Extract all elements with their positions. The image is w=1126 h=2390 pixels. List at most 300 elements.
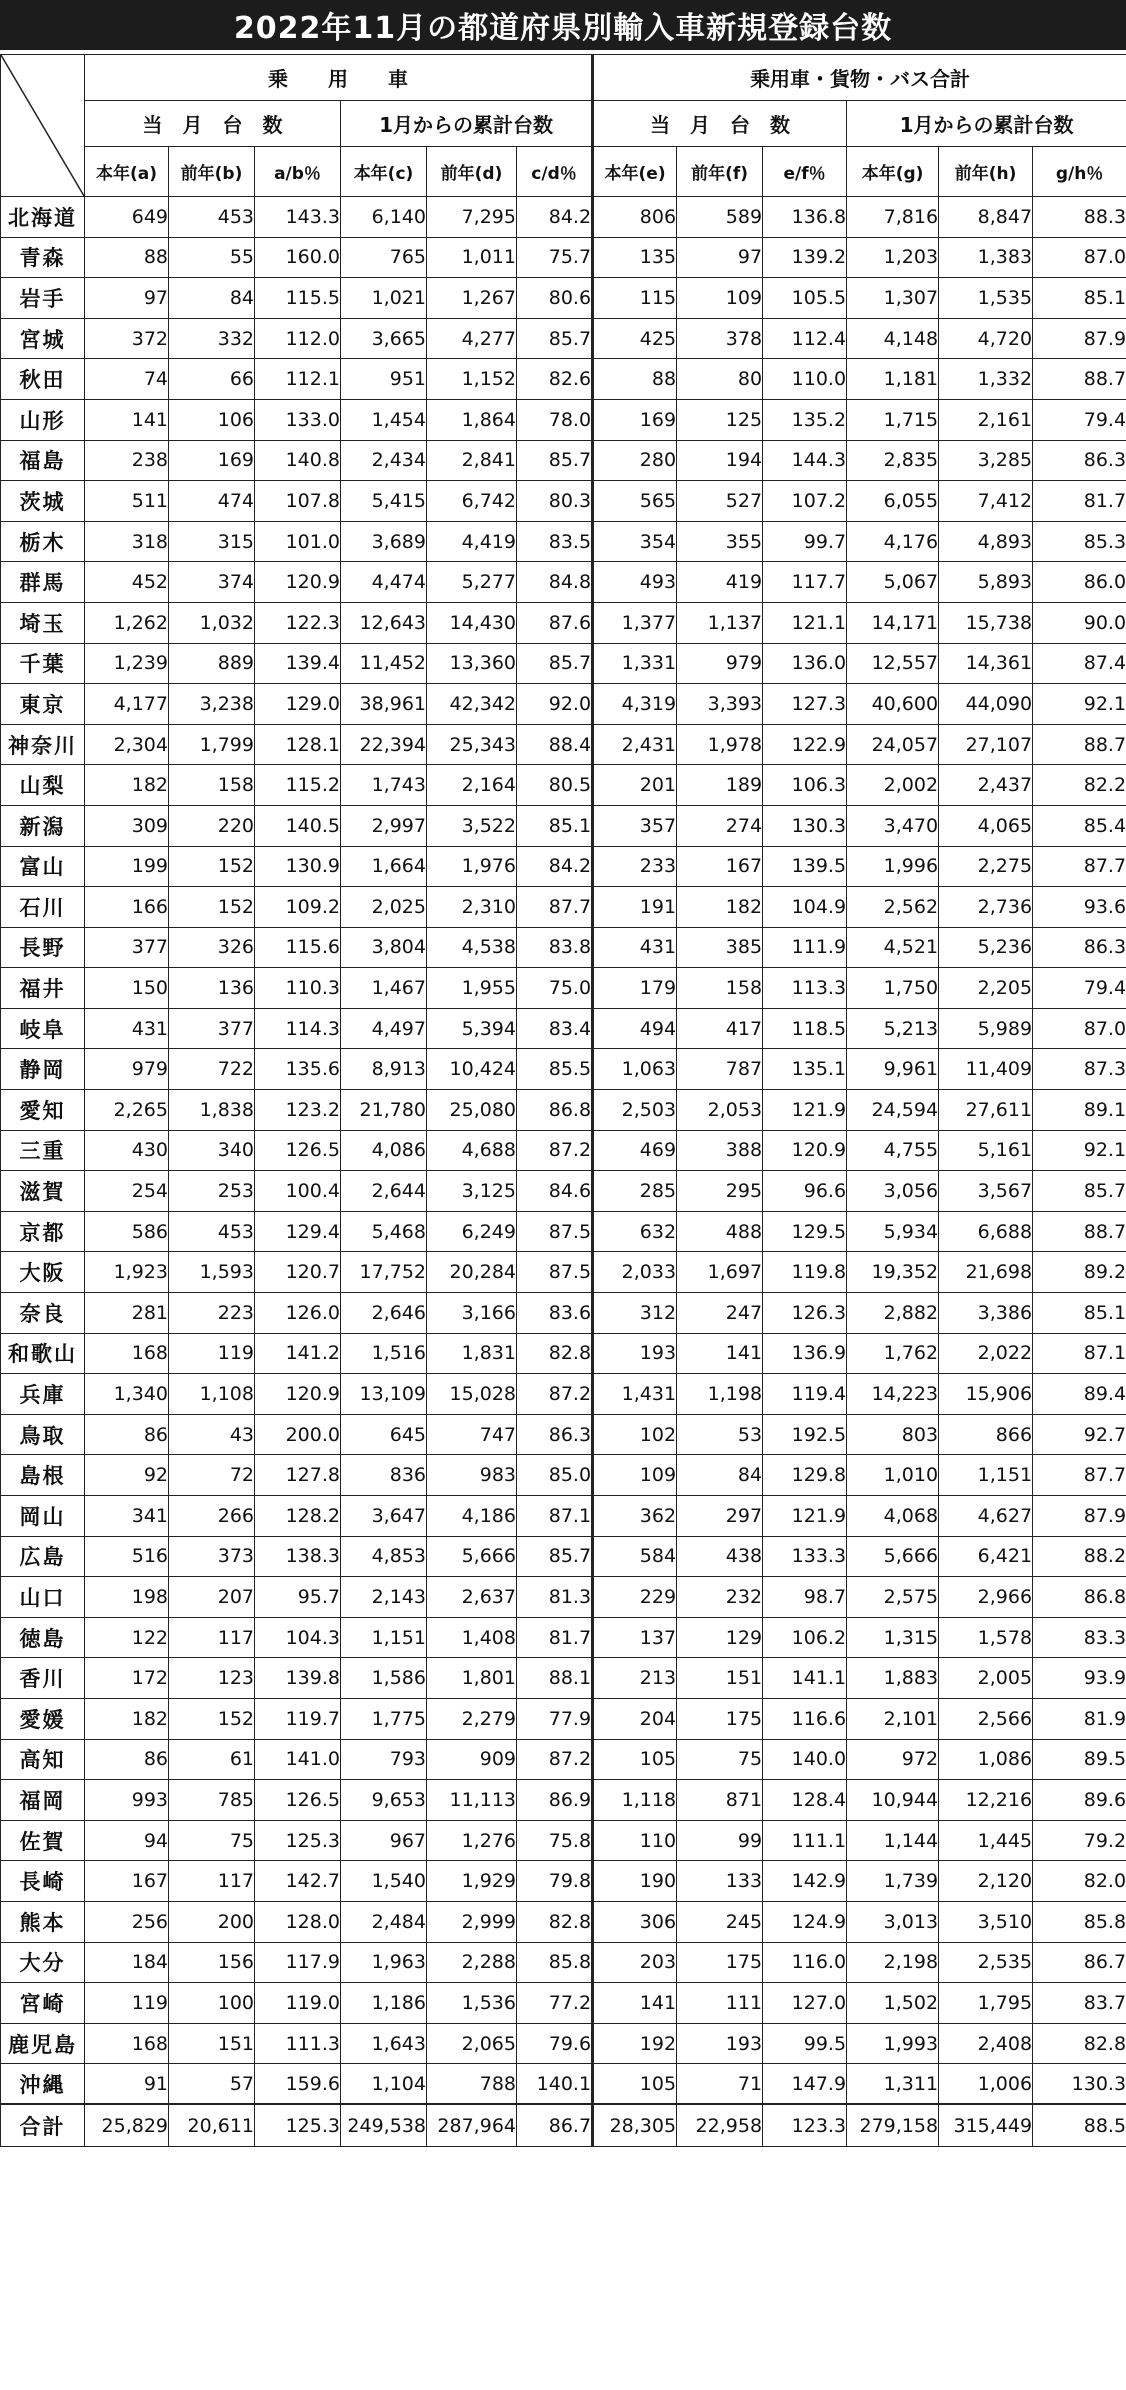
table-cell: 287,964 [427,2104,517,2146]
table-cell: 129.8 [763,1455,847,1496]
table-cell: 565 [593,481,677,522]
table-cell: 110 [593,1820,677,1861]
table-cell: 83.5 [517,521,593,562]
table-cell: 90.0 [1033,602,1126,643]
table-cell: 1,467 [341,968,427,1009]
table-cell: 3,238 [169,684,255,725]
column-header: c/d％ [517,147,593,197]
table-cell: 453 [169,1211,255,1252]
table-row [1,602,1126,643]
table-cell: 147.9 [763,2064,847,2105]
table-cell: 192.5 [763,1414,847,1455]
table-cell: 2,644 [341,1171,427,1212]
table-row [1,2023,1126,2064]
table-cell: 128.0 [255,1901,341,1942]
table-cell: 253 [169,1171,255,1212]
table-cell: 85.8 [1033,1901,1126,1942]
table-cell: 2,566 [939,1698,1033,1739]
table-cell: 4,319 [593,684,677,725]
table-cell: 126.5 [255,1130,341,1171]
table-cell: 983 [427,1455,517,1496]
table-cell: 1,010 [847,1455,939,1496]
table-cell: 3,285 [939,440,1033,481]
table-cell: 1,963 [341,1942,427,1983]
prefecture-name: 栃木 [1,521,85,562]
table-cell: 117.7 [763,562,847,603]
table-cell: 86.3 [517,1414,593,1455]
table-cell: 494 [593,1008,677,1049]
table-cell: 127.3 [763,684,847,725]
table-cell: 57 [169,2064,255,2105]
column-header: g/h％ [1033,147,1126,197]
table-cell: 3,665 [341,318,427,359]
table-row [1,1090,1126,1131]
table-cell: 84.2 [517,197,593,238]
table-cell: 86 [85,1414,169,1455]
table-cell: 7,816 [847,197,939,238]
table-cell: 5,277 [427,562,517,603]
table-cell: 126.5 [255,1780,341,1821]
table-row [1,1658,1126,1699]
table-cell: 2,535 [939,1942,1033,1983]
table-cell: 11,113 [427,1780,517,1821]
table-cell: 2,835 [847,440,939,481]
table-cell: 86 [85,1739,169,1780]
table-cell: 107.8 [255,481,341,522]
table-cell: 115.5 [255,278,341,319]
table-cell: 469 [593,1130,677,1171]
table-cell: 5,989 [939,1008,1033,1049]
table-cell: 120.9 [255,562,341,603]
table-cell: 1,144 [847,1820,939,1861]
table-cell: 453 [169,197,255,238]
table-cell: 116.6 [763,1698,847,1739]
table-cell: 85.7 [517,318,593,359]
table-cell: 141.1 [763,1658,847,1699]
table-row [1,359,1126,400]
table-cell: 1,340 [85,1374,169,1415]
table-cell: 2,198 [847,1942,939,1983]
table-cell: 112.1 [255,359,341,400]
table-cell: 75.8 [517,1820,593,1861]
table-cell: 139.5 [763,846,847,887]
table-cell: 86.0 [1033,562,1126,603]
table-cell: 80.3 [517,481,593,522]
table-cell: 53 [677,1414,763,1455]
table-cell: 87.1 [1033,1333,1126,1374]
table-cell: 38,961 [341,684,427,725]
table-cell: 5,934 [847,1211,939,1252]
table-cell: 2,002 [847,765,939,806]
table-cell: 374 [169,562,255,603]
registration-table [0,54,1126,2147]
table-cell: 124.9 [763,1901,847,1942]
table-cell: 27,611 [939,1090,1033,1131]
table-row [1,1130,1126,1171]
table-cell: 1,586 [341,1658,427,1699]
table-cell: 1,578 [939,1617,1033,1658]
table-cell: 168 [85,2023,169,2064]
table-cell: 75.0 [517,968,593,1009]
table-cell: 25,829 [85,2104,169,2146]
prefecture-name: 岩手 [1,278,85,319]
prefecture-name: 和歌山 [1,1333,85,1374]
table-cell: 85.7 [517,1536,593,1577]
table-row [1,1698,1126,1739]
table-cell: 377 [169,1008,255,1049]
prefecture-name: 兵庫 [1,1374,85,1415]
table-row [1,1333,1126,1374]
table-cell: 355 [677,521,763,562]
table-cell: 136.0 [763,643,847,684]
table-cell: 747 [427,1414,517,1455]
table-cell: 430 [85,1130,169,1171]
table-cell: 119.0 [255,1983,341,2024]
table-cell: 83.4 [517,1008,593,1049]
table-cell: 2,279 [427,1698,517,1739]
prefecture-name: 大分 [1,1942,85,1983]
table-row [1,927,1126,968]
column-header: e/f％ [763,147,847,197]
table-cell: 88.4 [517,724,593,765]
table-cell: 71 [677,2064,763,2105]
table-cell: 133.3 [763,1536,847,1577]
table-cell: 5,666 [427,1536,517,1577]
table-cell: 315,449 [939,2104,1033,2146]
table-cell: 11,409 [939,1049,1033,1090]
table-cell: 158 [677,968,763,1009]
table-cell: 113.3 [763,968,847,1009]
prefecture-name: 三重 [1,1130,85,1171]
table-cell: 116.0 [763,1942,847,1983]
table-cell: 1,502 [847,1983,939,2024]
table-cell: 179 [593,968,677,1009]
table-cell: 123.3 [763,2104,847,2146]
table-cell: 130.3 [763,805,847,846]
prefecture-name: 島根 [1,1455,85,1496]
table-cell: 1,315 [847,1617,939,1658]
table-cell: 2,025 [341,887,427,928]
table-cell: 77.9 [517,1698,593,1739]
table-cell: 279,158 [847,2104,939,2146]
table-cell: 92.1 [1033,684,1126,725]
table-cell: 168 [85,1333,169,1374]
table-cell: 315 [169,521,255,562]
table-cell: 190 [593,1861,677,1902]
table-cell: 182 [85,1698,169,1739]
table-cell: 106.2 [763,1617,847,1658]
table-cell: 1,976 [427,846,517,887]
table-cell: 22,394 [341,724,427,765]
table-cell: 4,521 [847,927,939,968]
table-cell: 81.9 [1033,1698,1126,1739]
table-cell: 88.2 [1033,1536,1126,1577]
table-cell: 889 [169,643,255,684]
table-cell: 4,277 [427,318,517,359]
table-cell: 3,647 [341,1496,427,1537]
table-cell: 87.5 [517,1211,593,1252]
table-cell: 87.2 [517,1130,593,1171]
corner-cell [1,55,85,197]
table-cell: 201 [593,765,677,806]
prefecture-name: 石川 [1,887,85,928]
table-cell: 126.0 [255,1293,341,1334]
table-cell: 15,738 [939,602,1033,643]
table-cell: 84 [169,278,255,319]
table-cell: 27,107 [939,724,1033,765]
table-cell: 1,239 [85,643,169,684]
table-cell: 139.8 [255,1658,341,1699]
table-cell: 632 [593,1211,677,1252]
prefecture-name: 岐阜 [1,1008,85,1049]
table-cell: 2,431 [593,724,677,765]
table-cell: 17,752 [341,1252,427,1293]
table-cell: 151 [677,1658,763,1699]
table-cell: 373 [169,1536,255,1577]
table-cell: 89.4 [1033,1374,1126,1415]
table-row [1,2064,1126,2105]
table-cell: 247 [677,1293,763,1334]
table-cell: 85.8 [517,1942,593,1983]
table-cell: 14,361 [939,643,1033,684]
table-cell: 1,643 [341,2023,427,2064]
table-cell: 93.9 [1033,1658,1126,1699]
table-cell: 274 [677,805,763,846]
table-cell: 61 [169,1739,255,1780]
table-cell: 79.4 [1033,968,1126,1009]
table-row [1,1171,1126,1212]
table-cell: 1,331 [593,643,677,684]
table-cell: 15,906 [939,1374,1033,1415]
prefecture-name: 徳島 [1,1617,85,1658]
table-cell: 2,164 [427,765,517,806]
table-cell: 220 [169,805,255,846]
prefecture-name: 山梨 [1,765,85,806]
table-cell: 87.7 [517,887,593,928]
table-cell: 95.7 [255,1577,341,1618]
table-cell: 84.6 [517,1171,593,1212]
table-cell: 122.3 [255,602,341,643]
table-cell: 104.9 [763,887,847,928]
table-cell: 198 [85,1577,169,1618]
table-cell: 87.7 [1033,846,1126,887]
table-cell: 129.5 [763,1211,847,1252]
table-row [1,1942,1126,1983]
table-cell: 2,637 [427,1577,517,1618]
table-cell: 97 [85,278,169,319]
table-cell: 87.9 [1033,318,1126,359]
table-cell: 24,057 [847,724,939,765]
table-cell: 111.3 [255,2023,341,2064]
table-cell: 3,567 [939,1171,1033,1212]
table-cell: 172 [85,1658,169,1699]
table-cell: 1,664 [341,846,427,887]
table-cell: 2,053 [677,1090,763,1131]
table-cell: 101.0 [255,521,341,562]
table-cell: 357 [593,805,677,846]
table-cell: 372 [85,318,169,359]
table-cell: 232 [677,1577,763,1618]
table-cell: 285 [593,1171,677,1212]
table-cell: 140.1 [517,2064,593,2105]
table-cell: 81.7 [517,1617,593,1658]
table-row [1,1739,1126,1780]
table-cell: 79.4 [1033,399,1126,440]
table-cell: 87.6 [517,602,593,643]
table-cell: 126.3 [763,1293,847,1334]
table-cell: 85.1 [1033,1293,1126,1334]
table-cell: 105.5 [763,278,847,319]
column-header: 前年(f) [677,147,763,197]
table-cell: 5,468 [341,1211,427,1252]
table-cell: 83.8 [517,927,593,968]
table-cell: 88.7 [1033,359,1126,400]
table-row [1,765,1126,806]
table-cell: 1,152 [427,359,517,400]
table-cell: 645 [341,1414,427,1455]
column-header: 本年(e) [593,147,677,197]
table-row [1,237,1126,278]
table-cell: 99 [677,1820,763,1861]
table-cell: 3,522 [427,805,517,846]
table-cell: 112.4 [763,318,847,359]
table-cell: 1,739 [847,1861,939,1902]
table-cell: 233 [593,846,677,887]
table-cell: 5,893 [939,562,1033,603]
table-cell: 82.8 [1033,2023,1126,2064]
table-cell: 80.5 [517,765,593,806]
table-cell: 114.3 [255,1008,341,1049]
table-cell: 8,847 [939,197,1033,238]
column-header: 本年(a) [85,147,169,197]
prefecture-name: 京都 [1,1211,85,1252]
table-cell: 1,454 [341,399,427,440]
table-cell: 1,332 [939,359,1033,400]
table-row [1,1577,1126,1618]
table-cell: 909 [427,1739,517,1780]
table-cell: 91 [85,2064,169,2105]
table-cell: 2,503 [593,1090,677,1131]
table-cell: 152 [169,846,255,887]
table-cell: 166 [85,887,169,928]
table-row [1,1983,1126,2024]
table-cell: 2,434 [341,440,427,481]
table-cell: 109 [677,278,763,319]
table-cell: 158 [169,765,255,806]
prefecture-name: 鹿児島 [1,2023,85,2064]
table-cell: 88 [85,237,169,278]
table-cell: 2,562 [847,887,939,928]
table-cell: 120.9 [763,1130,847,1171]
table-cell: 1,311 [847,2064,939,2105]
table-row [1,1008,1126,1049]
table-cell: 6,055 [847,481,939,522]
table-cell: 312 [593,1293,677,1334]
table-cell: 109.2 [255,887,341,928]
table-cell: 1,086 [939,1739,1033,1780]
table-cell: 119.8 [763,1252,847,1293]
table-cell: 2,275 [939,846,1033,887]
table-cell: 120.9 [255,1374,341,1415]
table-cell: 137 [593,1617,677,1658]
table-cell: 385 [677,927,763,968]
table-cell: 85.7 [1033,1171,1126,1212]
table-cell: 121.1 [763,602,847,643]
table-cell: 309 [85,805,169,846]
table-cell: 972 [847,1739,939,1780]
table-cell: 152 [169,887,255,928]
table-cell: 1,307 [847,278,939,319]
table-cell: 1,108 [169,1374,255,1415]
table-row [1,805,1126,846]
table-cell: 89.1 [1033,1090,1126,1131]
table-cell: 6,249 [427,1211,517,1252]
table-cell: 12,643 [341,602,427,643]
table-cell: 82.0 [1033,1861,1126,1902]
column-header: 前年(d) [427,147,517,197]
table-cell: 19,352 [847,1252,939,1293]
table-cell: 5,666 [847,1536,939,1577]
table-cell: 2,310 [427,887,517,928]
prefecture-name: 山口 [1,1577,85,1618]
table-cell: 332 [169,318,255,359]
table-cell: 89.6 [1033,1780,1126,1821]
table-cell: 3,166 [427,1293,517,1334]
table-cell: 2,646 [341,1293,427,1334]
table-cell: 122 [85,1617,169,1658]
table-cell: 111 [677,1983,763,2024]
table-cell: 4,177 [85,684,169,725]
table-cell: 306 [593,1901,677,1942]
table-cell: 785 [169,1780,255,1821]
table-row [1,1293,1126,1334]
table-cell: 10,424 [427,1049,517,1090]
prefecture-name: 合計 [1,2104,85,2146]
table-cell: 2,005 [939,1658,1033,1699]
table-cell: 3,804 [341,927,427,968]
prefecture-name: 熊本 [1,1901,85,1942]
table-cell: 1,697 [677,1252,763,1293]
table-cell: 1,408 [427,1617,517,1658]
table-cell: 1,006 [939,2064,1033,2105]
table-cell: 2,841 [427,440,517,481]
table-cell: 81.7 [1033,481,1126,522]
table-cell: 1,536 [427,1983,517,2024]
table-row [1,1861,1126,1902]
table-row [1,1496,1126,1537]
table-cell: 7,295 [427,197,517,238]
table-cell: 142.7 [255,1861,341,1902]
table-cell: 160.0 [255,237,341,278]
prefecture-name: 神奈川 [1,724,85,765]
table-cell: 72 [169,1455,255,1496]
table-cell: 106.3 [763,765,847,806]
table-cell: 203 [593,1942,677,1983]
table-cell: 97 [677,237,763,278]
table-cell: 256 [85,1901,169,1942]
column-header: a/b％ [255,147,341,197]
table-cell: 109 [593,1455,677,1496]
table-cell: 167 [85,1861,169,1902]
table-cell: 6,140 [341,197,427,238]
table-cell: 136.9 [763,1333,847,1374]
table-cell: 115.6 [255,927,341,968]
table-cell: 1,137 [677,602,763,643]
table-cell: 82.8 [517,1333,593,1374]
table-cell: 3,689 [341,521,427,562]
table-cell: 85.4 [1033,805,1126,846]
table-cell: 141 [677,1333,763,1374]
